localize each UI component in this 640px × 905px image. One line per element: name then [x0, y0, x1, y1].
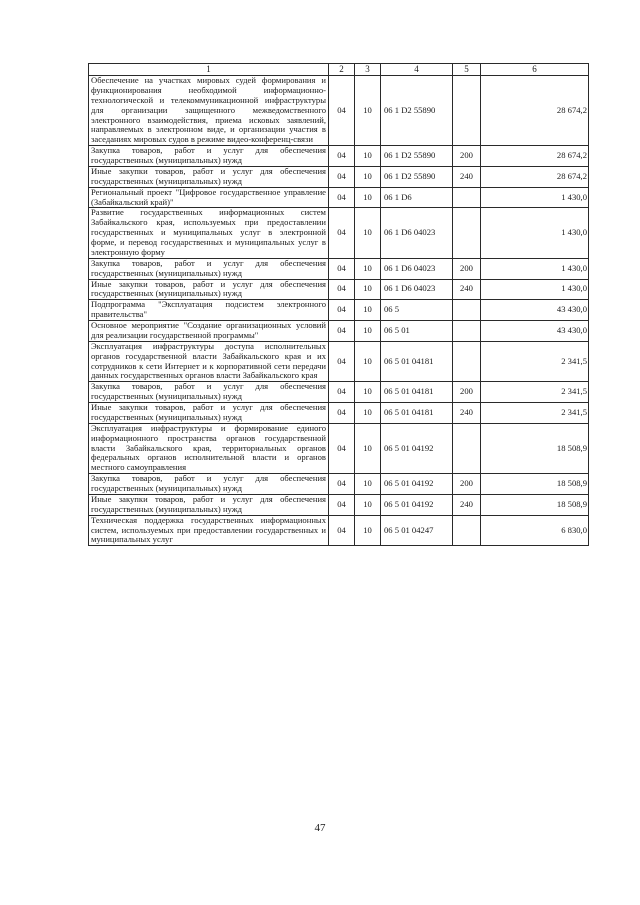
row-description: Иные закупки товаров, работ и услуг для обеспечения государственных (муниципальных) нужд	[89, 279, 329, 300]
column-number: 4	[381, 64, 453, 76]
amount: 18 508,9	[481, 494, 589, 515]
subsection-code: 10	[355, 403, 381, 424]
row-description: Эксплуатация инфраструктуры и формирование единого информационного пространства органов государственной власти Забайкальского края, территориальных органов федеральных органов исполнительной власти и органов местного самоуправления	[89, 423, 329, 473]
amount: 43 430,0	[481, 321, 589, 342]
target-item-code: 06 1 D2 55890	[381, 166, 453, 187]
amount: 1 430,0	[481, 279, 589, 300]
row-description: Основное мероприятие "Создание организационных условий для реализации государственной программы"	[89, 321, 329, 342]
amount: 1 430,0	[481, 258, 589, 279]
table-row	[89, 279, 589, 300]
section-code: 04	[329, 279, 355, 300]
section-code: 04	[329, 258, 355, 279]
expense-type-code: 200	[453, 382, 481, 403]
subsection-code: 10	[355, 300, 381, 321]
section-code: 04	[329, 423, 355, 473]
column-number: 6	[481, 64, 589, 76]
subsection-code: 10	[355, 166, 381, 187]
amount: 28 674,2	[481, 146, 589, 167]
table-row	[89, 76, 589, 146]
row-description: Подпрограмма "Эксплуатация подсистем электронного правительства"	[89, 300, 329, 321]
table-row	[89, 403, 589, 424]
row-description: Иные закупки товаров, работ и услуг для обеспечения государственных (муниципальных) нужд	[89, 166, 329, 187]
column-number: 1	[89, 64, 329, 76]
subsection-code: 10	[355, 279, 381, 300]
expense-type-code	[453, 321, 481, 342]
section-code: 04	[329, 208, 355, 258]
expense-type-code	[453, 423, 481, 473]
expense-type-code: 240	[453, 279, 481, 300]
amount: 6 830,0	[481, 515, 589, 546]
section-code: 04	[329, 76, 355, 146]
budget-table	[88, 63, 589, 546]
section-code: 04	[329, 187, 355, 208]
subsection-code: 10	[355, 208, 381, 258]
subsection-code: 10	[355, 187, 381, 208]
section-code: 04	[329, 146, 355, 167]
page-number: 47	[314, 822, 326, 834]
section-code: 04	[329, 300, 355, 321]
section-code: 04	[329, 515, 355, 546]
target-item-code: 06 5	[381, 300, 453, 321]
expense-type-code	[453, 76, 481, 146]
amount: 28 674,2	[481, 166, 589, 187]
amount: 43 430,0	[481, 300, 589, 321]
table-row	[89, 494, 589, 515]
target-item-code: 06 5 01 04181	[381, 382, 453, 403]
expense-type-code	[453, 187, 481, 208]
column-number: 3	[355, 64, 381, 76]
subsection-code: 10	[355, 515, 381, 546]
row-description: Закупка товаров, работ и услуг для обеспечения государственных (муниципальных) нужд	[89, 258, 329, 279]
target-item-code: 06 5 01 04192	[381, 494, 453, 515]
expense-type-code	[453, 208, 481, 258]
section-code: 04	[329, 166, 355, 187]
target-item-code: 06 1 D6 04023	[381, 208, 453, 258]
amount: 28 674,2	[481, 76, 589, 146]
target-item-code: 06 5 01 04181	[381, 341, 453, 382]
table-row	[89, 341, 589, 382]
target-item-code: 06 1 D6 04023	[381, 258, 453, 279]
subsection-code: 10	[355, 494, 381, 515]
amount: 2 341,5	[481, 341, 589, 382]
subsection-code: 10	[355, 258, 381, 279]
subsection-code: 10	[355, 382, 381, 403]
row-description: Обеспечение на участках мировых судей формирования и функционирования необходимой информационно-технологической и телекоммуникационной инфраструктуры для организации защищенного межведомственного электронного взаимодействия, приема исковых заявлений, направляемых в электронном виде, и организации участия в заседаниях мировых судов в режиме видео-конференц-связи	[89, 76, 329, 146]
target-item-code: 06 5 01 04247	[381, 515, 453, 546]
target-item-code: 06 1 D2 55890	[381, 146, 453, 167]
amount: 1 430,0	[481, 208, 589, 258]
section-code: 04	[329, 382, 355, 403]
row-description: Развитие государственных информационных систем Забайкальского края, используемых при предоставлении государственных и муниципальных услуг в электронной форме, и перевод государственных и муниципальных услуг в электронную форму	[89, 208, 329, 258]
table-row	[89, 187, 589, 208]
subsection-code: 10	[355, 146, 381, 167]
row-description: Иные закупки товаров, работ и услуг для обеспечения государственных (муниципальных) нужд	[89, 494, 329, 515]
table-row	[89, 208, 589, 258]
expense-type-code: 200	[453, 474, 481, 495]
target-item-code: 06 1 D2 55890	[381, 76, 453, 146]
section-code: 04	[329, 474, 355, 495]
table-row	[89, 515, 589, 546]
table-row	[89, 474, 589, 495]
amount: 18 508,9	[481, 474, 589, 495]
amount: 2 341,5	[481, 403, 589, 424]
row-description: Региональный проект "Цифровое государственное управление (Забайкальский край)"	[89, 187, 329, 208]
expense-type-code: 240	[453, 494, 481, 515]
row-description: Закупка товаров, работ и услуг для обеспечения государственных (муниципальных) нужд	[89, 146, 329, 167]
target-item-code: 06 5 01 04192	[381, 423, 453, 473]
section-code: 04	[329, 341, 355, 382]
expense-type-code	[453, 341, 481, 382]
target-item-code: 06 5 01	[381, 321, 453, 342]
amount: 18 508,9	[481, 423, 589, 473]
expense-type-code: 200	[453, 146, 481, 167]
subsection-code: 10	[355, 321, 381, 342]
amount: 1 430,0	[481, 187, 589, 208]
column-number-row	[89, 64, 589, 76]
table-row	[89, 423, 589, 473]
section-code: 04	[329, 321, 355, 342]
table-row	[89, 166, 589, 187]
expense-type-code: 240	[453, 166, 481, 187]
row-description: Иные закупки товаров, работ и услуг для обеспечения государственных (муниципальных) нужд	[89, 403, 329, 424]
subsection-code: 10	[355, 474, 381, 495]
row-description: Техническая поддержка государственных информационных систем, используемых при предоставлении государственных и муниципальных услуг	[89, 515, 329, 546]
expense-type-code	[453, 300, 481, 321]
row-description: Эксплуатация инфраструктуры доступа исполнительных органов государственной власти Забайкальского края и их сотрудников к сети Интернет и к корпоративной сети передачи данных государственных органов власти Забайкальского края	[89, 341, 329, 382]
table-row	[89, 382, 589, 403]
expense-type-code: 200	[453, 258, 481, 279]
row-description: Закупка товаров, работ и услуг для обеспечения государственных (муниципальных) нужд	[89, 382, 329, 403]
section-code: 04	[329, 494, 355, 515]
column-number: 2	[329, 64, 355, 76]
row-description: Закупка товаров, работ и услуг для обеспечения государственных (муниципальных) нужд	[89, 474, 329, 495]
column-number: 5	[453, 64, 481, 76]
target-item-code: 06 5 01 04181	[381, 403, 453, 424]
subsection-code: 10	[355, 423, 381, 473]
subsection-code: 10	[355, 76, 381, 146]
table-row	[89, 300, 589, 321]
table-row	[89, 258, 589, 279]
expense-type-code	[453, 515, 481, 546]
target-item-code: 06 1 D6	[381, 187, 453, 208]
table-row	[89, 321, 589, 342]
target-item-code: 06 1 D6 04023	[381, 279, 453, 300]
target-item-code: 06 5 01 04192	[381, 474, 453, 495]
amount: 2 341,5	[481, 382, 589, 403]
subsection-code: 10	[355, 341, 381, 382]
section-code: 04	[329, 403, 355, 424]
expense-type-code: 240	[453, 403, 481, 424]
table-row	[89, 146, 589, 167]
